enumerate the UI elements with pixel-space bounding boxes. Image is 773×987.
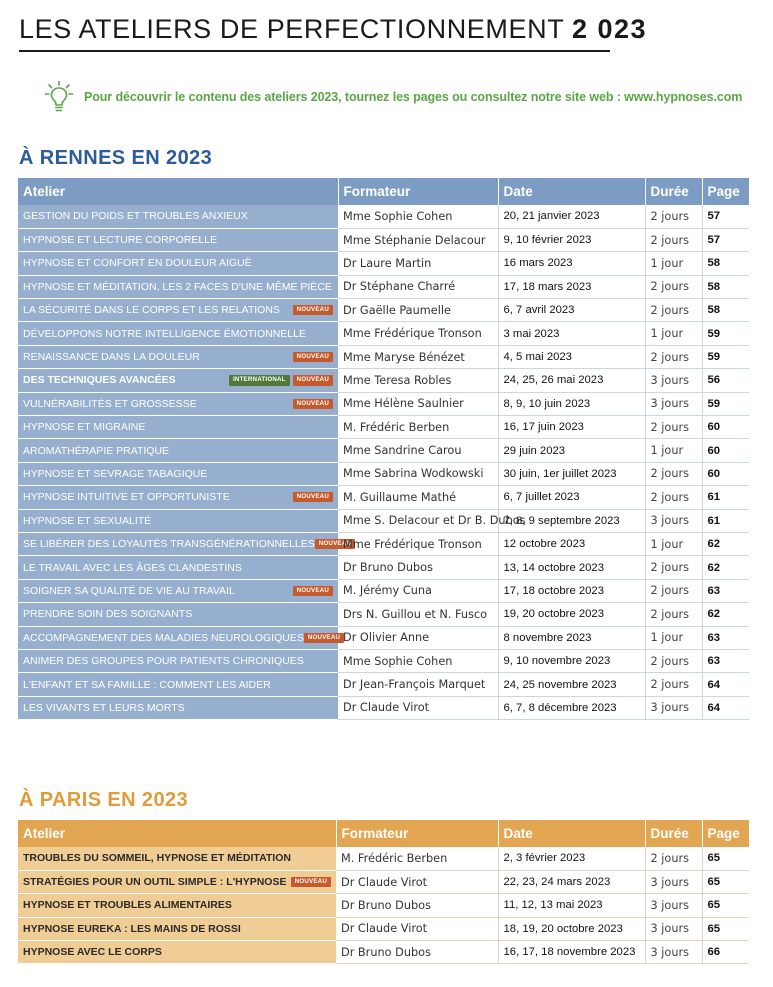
duree-cell: 3 jours [645,941,702,964]
column-header-duree: Durée [645,820,702,847]
nouveau-badge: NOUVEAU [293,399,333,409]
atelier-cell [18,345,338,368]
formateur-cell: Mme Sophie Cohen [338,649,498,672]
badge-group [229,375,333,385]
atelier-cell [18,275,338,298]
duree-cell: 3 jours [645,894,702,917]
formateur-cell: Dr Bruno Dubos [336,894,498,917]
duree-cell: 3 jours [645,917,702,940]
date-cell: 8 novembre 2023 [498,626,645,649]
table-row [18,275,749,298]
table-row [18,228,749,251]
page-cell: 65 [702,870,749,893]
duree-cell: 1 jour [645,322,702,345]
page-cell: 62 [702,532,749,555]
page-title-text: LES ATELIERS DE PERFECTIONNEMENT [19,14,564,44]
atelier-cell [18,847,336,870]
duree-cell: 1 jour [645,626,702,649]
nouveau-badge: NOUVEAU [293,305,333,315]
atelier-cell [18,603,338,626]
atelier-cell [18,917,336,940]
table-row [18,556,749,579]
table-row [18,649,749,672]
column-header-atelier: Atelier [18,820,336,847]
date-cell: 20, 21 janvier 2023 [498,205,645,228]
table-row [18,439,749,462]
atelier-cell [18,649,338,672]
atelier-cell [18,696,338,719]
table-row [18,392,749,415]
formateur-cell: Mme Stéphanie Delacour [338,228,498,251]
atelier-title: ACCOMPAGNEMENT DES MALADIES NEUROLOGIQUES [23,631,304,644]
page-cell: 64 [702,673,749,696]
duree-cell: 2 jours [645,649,702,672]
atelier-title: HYPNOSE ET CONFORT EN DOULEUR AIGUË [23,257,252,270]
formateur-cell: Mme S. Delacour et Dr B. Dubos [338,509,498,532]
column-header-formateur: Formateur [336,820,498,847]
atelier-title: STRATÉGIES POUR UN OUTIL SIMPLE : L'HYPNOSE [23,876,287,889]
date-cell: 2, 3 février 2023 [498,847,645,870]
atelier-cell [18,462,338,485]
column-header-atelier: Atelier [18,178,338,205]
atelier-title: RENAISSANCE DANS LA DOULEUR [23,351,200,364]
paris-table [18,820,749,964]
atelier-cell [18,509,338,532]
date-cell: 22, 23, 24 mars 2023 [498,870,645,893]
duree-cell: 1 jour [645,439,702,462]
page-cell: 65 [702,894,749,917]
formateur-cell: Dr Claude Virot [338,696,498,719]
atelier-title: L'ENFANT ET SA FAMILLE : COMMENT LES AIDER [23,678,271,691]
table-row [18,322,749,345]
page-cell: 63 [702,649,749,672]
column-header-duree: Durée [645,178,702,205]
formateur-cell: Mme Sandrine Carou [338,439,498,462]
badge-group [293,352,333,362]
table-row [18,696,749,719]
atelier-title: HYPNOSE AVEC LE CORPS [23,946,162,959]
page-cell: 63 [702,579,749,602]
date-cell: 29 juin 2023 [498,439,645,462]
badge-group [293,399,333,409]
atelier-cell [18,205,338,228]
atelier-title: HYPNOSE ET MÉDITATION, LES 2 FACES D'UNE MÊME PIÈCE [23,280,332,293]
atelier-title: HYPNOSE ET SEVRAGE TABAGIQUE [23,467,208,480]
table-row [18,579,749,602]
page-cell: 57 [702,205,749,228]
formateur-cell: Dr Claude Virot [336,917,498,940]
page-cell: 60 [702,439,749,462]
formateur-cell: Mme Maryse Bénézet [338,345,498,368]
atelier-title: LE TRAVAIL AVEC LES ÂGES CLANDESTINS [23,561,242,574]
duree-cell: 2 jours [645,579,702,602]
date-cell: 6, 7 juillet 2023 [498,486,645,509]
info-text: Pour découvrir le contenu des ateliers 2023, tournez les pages ou consultez notre site web : www.hypnoses.com [84,90,743,104]
date-cell: 24, 25 novembre 2023 [498,673,645,696]
atelier-cell [18,556,338,579]
formateur-cell: Dr Claude Virot [336,870,498,893]
page-cell: 59 [702,322,749,345]
table-header-row [18,820,749,847]
paris-table-body [18,847,749,964]
page-cell: 64 [702,696,749,719]
atelier-cell [18,252,338,275]
rennes-table [18,178,749,720]
table-row [18,509,749,532]
nouveau-badge: NOUVEAU [304,633,344,643]
date-cell: 12 octobre 2023 [498,532,645,555]
column-header-date: Date [498,178,645,205]
page-cell: 62 [702,603,749,626]
date-cell: 4, 5 mai 2023 [498,345,645,368]
page-cell: 59 [702,392,749,415]
duree-cell: 3 jours [645,509,702,532]
date-cell: 17, 18 octobre 2023 [498,579,645,602]
duree-cell: 2 jours [645,228,702,251]
table-row [18,299,749,322]
atelier-cell [18,416,338,439]
atelier-cell [18,626,341,649]
international-badge: INTERNATIONAL [229,375,290,385]
page-cell: 63 [702,626,749,649]
atelier-title: GESTION DU POIDS ET TROUBLES ANXIEUX [23,210,248,223]
table-row [18,369,749,392]
formateur-cell: Dr Bruno Dubos [338,556,498,579]
nouveau-badge: NOUVEAU [315,539,355,549]
nouveau-badge: NOUVEAU [293,586,333,596]
date-cell: 16, 17, 18 novembre 2023 [498,941,645,964]
rennes-section-title: À RENNES EN 2023 [19,147,213,169]
formateur-cell: Dr Stéphane Charré [338,275,498,298]
formateur-cell: M. Jérémy Cuna [338,579,498,602]
atelier-cell [18,486,338,509]
badge-group [304,633,344,643]
date-cell: 7, 8, 9 septembre 2023 [498,509,645,532]
date-cell: 13, 14 octobre 2023 [498,556,645,579]
table-row [18,416,749,439]
info-banner [44,80,742,114]
page-cell: 61 [702,486,749,509]
badge-group [291,877,331,887]
duree-cell: 2 jours [645,603,702,626]
lightbulb-icon [44,80,74,114]
date-cell: 17, 18 mars 2023 [498,275,645,298]
atelier-cell [18,299,338,322]
date-cell: 6, 7, 8 décembre 2023 [498,696,645,719]
date-cell: 11, 12, 13 mai 2023 [498,894,645,917]
formateur-cell: M. Guillaume Mathé [338,486,498,509]
date-cell: 18, 19, 20 octobre 2023 [498,917,645,940]
paris-section-title: À PARIS EN 2023 [19,789,189,811]
atelier-title: SE LIBÉRER DES LOYAUTÉS TRANSGÉNÉRATIONNELLES [23,538,315,551]
atelier-title: HYPNOSE ET LECTURE CORPORELLE [23,234,218,247]
page-cell: 60 [702,462,749,485]
atelier-cell [18,894,336,917]
atelier-cell [18,439,338,462]
date-cell: 16 mars 2023 [498,252,645,275]
duree-cell: 2 jours [645,275,702,298]
duree-cell: 3 jours [645,392,702,415]
atelier-title: HYPNOSE ET MIGRAINE [23,421,146,434]
page-cell: 57 [702,228,749,251]
atelier-cell [18,532,352,555]
atelier-title: TROUBLES DU SOMMEIL, HYPNOSE ET MÉDITATION [23,852,291,865]
date-cell: 9, 10 février 2023 [498,228,645,251]
table-row [18,894,749,917]
column-header-date: Date [498,820,645,847]
formateur-cell: Mme Hélène Saulnier [338,392,498,415]
duree-cell: 2 jours [645,299,702,322]
table-row [18,486,749,509]
table-row [18,917,749,940]
atelier-cell [18,369,338,392]
page-cell: 65 [702,917,749,940]
atelier-title: HYPNOSE ET TROUBLES ALIMENTAIRES [23,899,232,912]
duree-cell: 2 jours [645,345,702,368]
table-row [18,462,749,485]
atelier-title: ANIMER DES GROUPES POUR PATIENTS CHRONIQUES [23,655,304,668]
table-row [18,252,749,275]
nouveau-badge: NOUVEAU [293,352,333,362]
formateur-cell: Dr Laure Martin [338,252,498,275]
atelier-title: AROMATHÉRAPIE PRATIQUE [23,444,170,457]
page-cell: 65 [702,847,749,870]
duree-cell: 2 jours [645,673,702,696]
formateur-cell: Dr Jean-François Marquet [338,673,498,696]
date-cell: 24, 25, 26 mai 2023 [498,369,645,392]
formateur-cell: Mme Frédérique Tronson [338,532,498,555]
table-row [18,941,749,964]
table-row [18,532,749,555]
duree-cell: 2 jours [645,847,702,870]
atelier-title: DES TECHNIQUES AVANCÉES [23,374,176,387]
page-cell: 56 [702,369,749,392]
atelier-cell [18,392,338,415]
duree-cell: 3 jours [645,696,702,719]
table-row [18,205,749,228]
page-cell: 62 [702,556,749,579]
column-header-formateur: Formateur [338,178,498,205]
atelier-cell [18,941,336,964]
date-cell: 9, 10 novembre 2023 [498,649,645,672]
formateur-cell: Dr Gaëlle Paumelle [338,299,498,322]
column-header-page: Page [702,820,749,847]
nouveau-badge: NOUVEAU [293,492,333,502]
atelier-cell [18,322,338,345]
table-row [18,847,749,870]
atelier-title: HYPNOSE EUREKA : LES MAINS DE ROSSI [23,922,241,935]
nouveau-badge: NOUVEAU [291,877,331,887]
duree-cell: 2 jours [645,556,702,579]
atelier-cell [18,579,338,602]
formateur-cell: Mme Frédérique Tronson [338,322,498,345]
page-cell: 66 [702,941,749,964]
nouveau-badge: NOUVEAU [293,375,333,385]
page-cell: 58 [702,299,749,322]
duree-cell: 2 jours [645,205,702,228]
atelier-title: DÉVELOPPONS NOTRE INTELLIGENCE ÉMOTIONNELLE [23,327,306,340]
table-row [18,345,749,368]
date-cell: 3 mai 2023 [498,322,645,345]
formateur-cell: Mme Sophie Cohen [338,205,498,228]
formateur-cell: Drs N. Guillou et N. Fusco [338,603,498,626]
atelier-title: HYPNOSE ET SEXUALITÉ [23,514,152,527]
atelier-title: LES VIVANTS ET LEURS MORTS [23,701,185,714]
atelier-cell [18,870,336,893]
badge-group [293,492,333,502]
table-row [18,603,749,626]
date-cell: 30 juin, 1er juillet 2023 [498,462,645,485]
duree-cell: 2 jours [645,486,702,509]
badge-group [293,586,333,596]
page-cell: 58 [702,275,749,298]
page-cell: 61 [702,509,749,532]
duree-cell: 3 jours [645,870,702,893]
formateur-cell: M. Frédéric Berben [338,416,498,439]
table-row [18,870,749,893]
duree-cell: 2 jours [645,462,702,485]
formateur-cell: Mme Sabrina Wodkowski [338,462,498,485]
date-cell: 16, 17 juin 2023 [498,416,645,439]
atelier-title: HYPNOSE INTUITIVE ET OPPORTUNISTE [23,491,230,504]
formateur-cell: M. Frédéric Berben [336,847,498,870]
duree-cell: 1 jour [645,252,702,275]
date-cell: 6, 7 avril 2023 [498,299,645,322]
atelier-cell [18,673,338,696]
atelier-title: SOIGNER SA QUALITÉ DE VIE AU TRAVAIL [23,584,235,597]
date-cell: 19, 20 octobre 2023 [498,603,645,626]
page-title [19,14,647,45]
column-header-page: Page [702,178,749,205]
atelier-title: VULNÉRABILITÉS ET GROSSESSE [23,397,197,410]
table-row [18,626,749,649]
title-rule [19,50,610,52]
atelier-title: LA SÉCURITÉ DANS LE CORPS ET LES RELATIONS [23,304,280,317]
duree-cell: 2 jours [645,416,702,439]
page-title-year: 2 023 [571,14,648,44]
formateur-cell: Mme Teresa Robles [338,369,498,392]
page-cell: 59 [702,345,749,368]
date-cell: 8, 9, 10 juin 2023 [498,392,645,415]
duree-cell: 1 jour [645,532,702,555]
atelier-cell [18,228,338,251]
table-row [18,673,749,696]
formateur-cell: Dr Olivier Anne [338,626,498,649]
page-cell: 60 [702,416,749,439]
page-cell: 58 [702,252,749,275]
rennes-table-body [18,205,749,720]
duree-cell: 3 jours [645,369,702,392]
table-header-row [18,178,749,205]
badge-group [293,305,333,315]
formateur-cell: Dr Bruno Dubos [336,941,498,964]
atelier-title: PRENDRE SOIN DES SOIGNANTS [23,608,193,621]
